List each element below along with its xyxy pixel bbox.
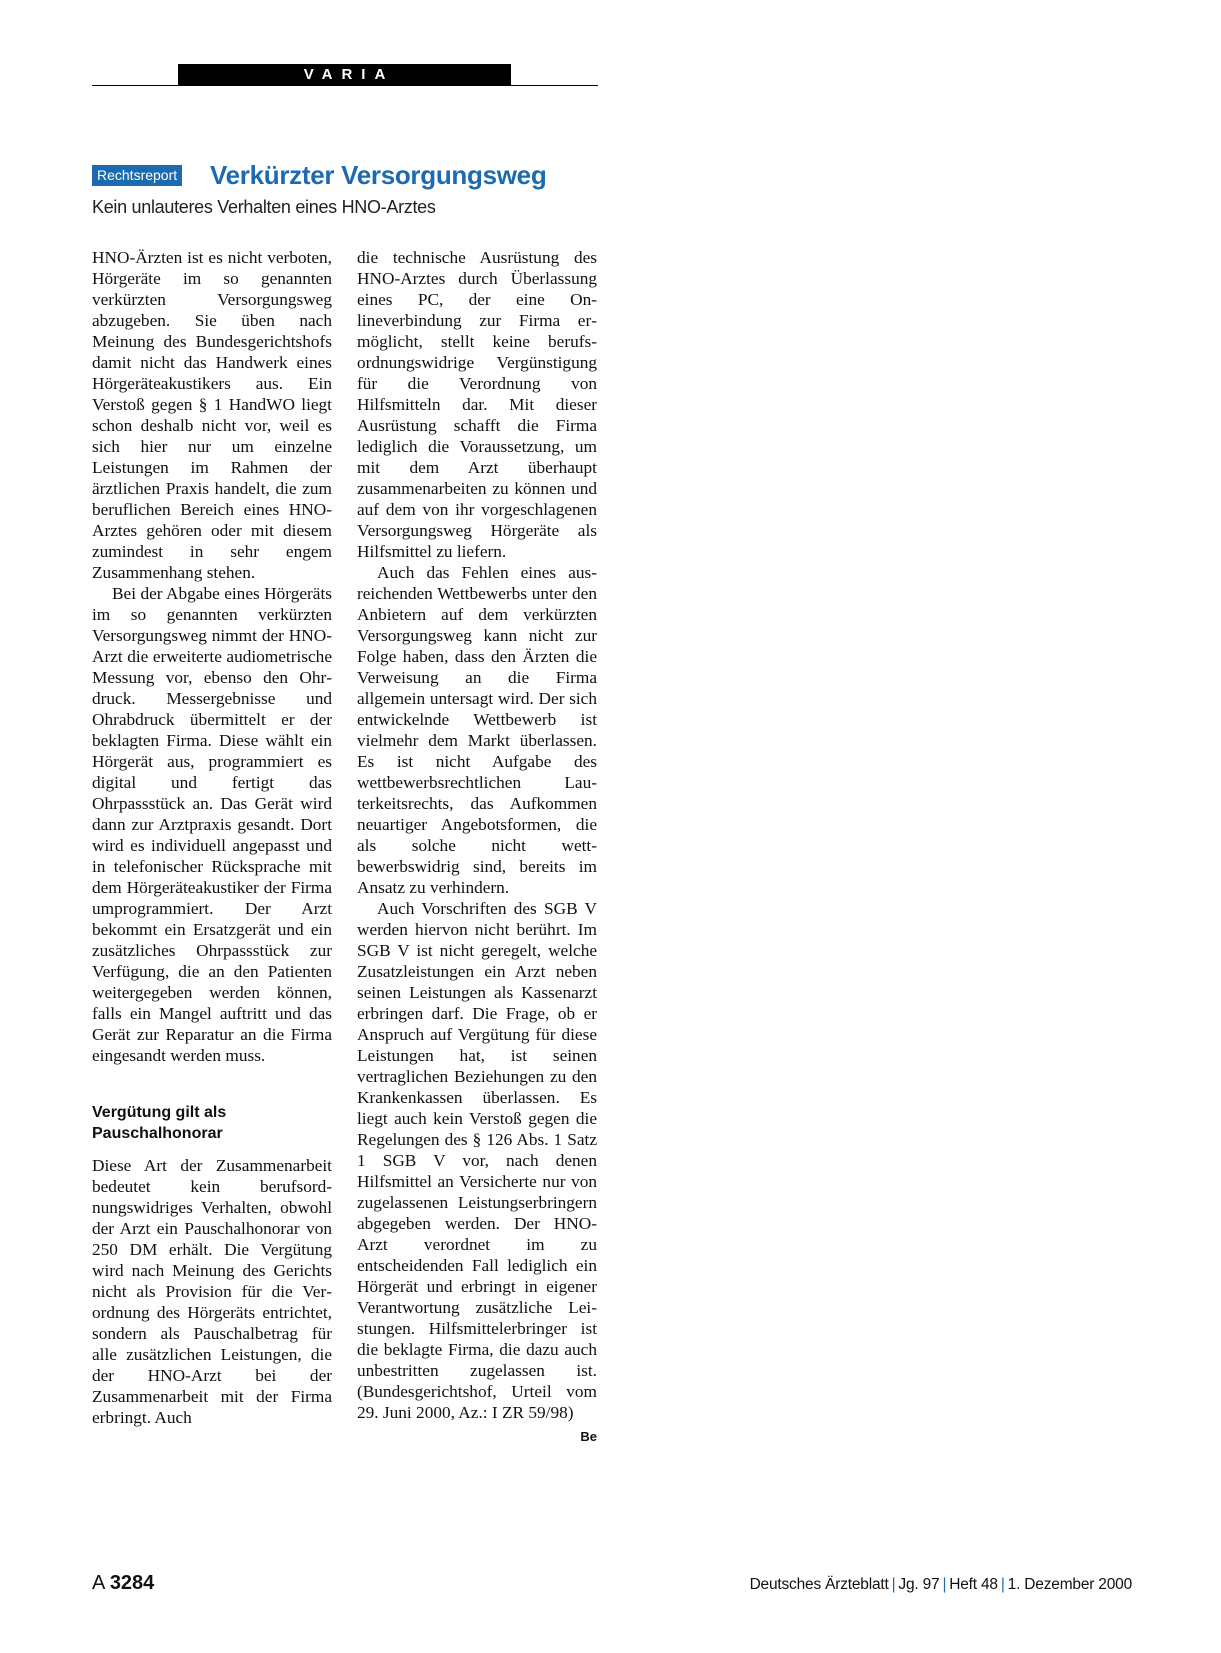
page-prefix: A [92, 1572, 105, 1594]
separator: | [942, 1576, 947, 1593]
kicker-badge: Rechtsreport [92, 165, 182, 186]
paragraph [357, 898, 597, 1444]
paragraph: Diese Art der Zusammenarbeit bedeutet kein berufsordnungswidriges Verhalten, obwohl der Arzt ein Pauschalhonorar von 250 DM erhält. Die Vergütung wird nach Meinung des Gerichts nicht als Provision für die Verordnung des Hörgeräts entrichtet, sondern als Pauschalbetrag für alle zusätzlichen Leistungen, die der HNO-Arzt bei der Zusammenarbeit mit der Firma erbringt. Auch [92, 1156, 332, 1427]
page-footer [92, 1572, 1132, 1602]
text-column-right [357, 247, 597, 1447]
author-signature: Be [580, 1429, 597, 1444]
separator: | [1000, 1576, 1005, 1593]
article-heading [92, 160, 652, 190]
paragraph-text: Auch Vorschriften des SGB V werden hiervon nicht berührt. Im SGB V ist nicht geregelt, welche Zusatzleistungen ein Arzt neben seinen Leistungen als Kassenarzt erbringen darf. Die Frage, ob er Anspruch auf Vergütung für diese Leistungen hat, ist seinen vertraglichen Beziehungen zu den Krankenkassen überlassen. Es liegt auch kein Verstoß gegen die Regelungen des § 126 Abs. 1 Satz 1 SGB V vor, nach denen Hilfsmittel an Versicherte nur von zugelassenen Leistungserbringern abgegeben werden. Der HNO-Arzt verordnet im zu entscheidenden Fall lediglich ein Hörgerät und erbringt in eigener Verantwortung zusätzliche Leistungen. Hilfsmittelerbringer ist die beklagte Firma, die dazu auch unbestritten zugelassen ist. (Bundesgerichtshof, Urteil vom 29. Juni 2000, Az.: I ZR 59/98) [357, 899, 597, 1422]
section-header [92, 64, 598, 86]
page-number [92, 1572, 154, 1595]
journal-issue: Heft 48 [949, 1576, 998, 1593]
text-column-left [92, 247, 332, 1428]
separator: | [891, 1576, 896, 1593]
paragraph: Auch das Fehlen eines ausreichenden Wettbewerbs unter den Anbietern auf dem verkürzten Versorgungsweg kann nicht zur Folge haben, dass den Ärzten die Verweisung an die Firma allgemein untersagt wird. Der sich entwickelnde Wettbewerb ist vielmehr dem Markt überlassen. Es ist nicht Aufgabe des wettbewerbsrechtlichen Lauterkeitsrechts, das Aufkommen neuartiger Angebotsformen, die als solche nicht wettbewerbswidrig sind, bereits im Ansatz zu verhindern. [357, 563, 597, 897]
journal-volume: Jg. 97 [898, 1576, 940, 1593]
article-title: Verkürzter Versorgungsweg [210, 160, 547, 190]
article-subtitle: Kein unlauteres Verhalten eines HNO-Arztes [92, 197, 436, 217]
journal-date: 1. Dezember 2000 [1007, 1576, 1132, 1593]
section-subheading: Vergütung gilt als Pauschalhonorar [92, 1104, 227, 1142]
section-label: VARIA [178, 64, 511, 85]
header-rule [92, 85, 598, 86]
paragraph: Bei der Abgabe eines Hörgeräts im so genannten verkürzten Versorgungsweg nimmt der HNO-Arzt die erweiterte audiometrische Messung vor, ebenso den Ohrdruck. Messergebnisse und Ohrabdruck übermittelt er der beklagten Firma. Diese wählt ein Hörgerät aus, programmiert es digital und fertigt das Ohrpassstück an. Das Gerät wird dann zur Arztpraxis gesandt. Dort wird es individuell angepasst und in telefonischer Rücksprache mit dem Hörgeräteakustiker der Firma umprogrammiert. Der Arzt bekommt ein Ersatzgerät und ein zusätzliches Ohrpassstück zur Verfügung, die an den Patienten weitergegeben werden können, falls ein Mangel auftritt und das Gerät zur Reparatur an die Firma eingesandt werden muss. [92, 584, 332, 1065]
page-number-value: 3284 [109, 1572, 155, 1594]
journal-name: Deutsches Ärzteblatt [749, 1576, 889, 1593]
paragraph: HNO-Ärzten ist es nicht verboten, Hörgeräte im so genannten verkürzten Versorgungsweg abzugeben. Sie üben nach Meinung des Bundesgerichtshofs damit nicht das Handwerk eines Hörgeräteakustikers aus. Ein Verstoß gegen § 1 HandWO liegt schon deshalb nicht vor, weil es sich hier nur um einzelne Leistungen im Rahmen der ärztlichen Praxis handelt, die zum beruflichen Bereich eines HNO-Arztes gehören oder mit diesem zumindest in sehr engem Zusammenhang stehen. [92, 248, 332, 582]
paragraph: die technische Ausrüstung des HNO-Arztes durch Überlassung eines PC, der eine Onlineverbindung zur Firma ermöglicht, stellt keine berufsordnungswidrige Vergünstigung für die Verordnung von Hilfsmitteln dar. Mit dieser Ausrüstung schafft die Firma lediglich die Voraussetzung, um mit dem Arzt überhaupt zusammenarbeiten zu können und auf dem von ihr vorgeschlagenen Versorgungsweg Hörgeräte als Hilfsmittel zu liefern. [357, 248, 597, 561]
journal-info [750, 1576, 1132, 1594]
